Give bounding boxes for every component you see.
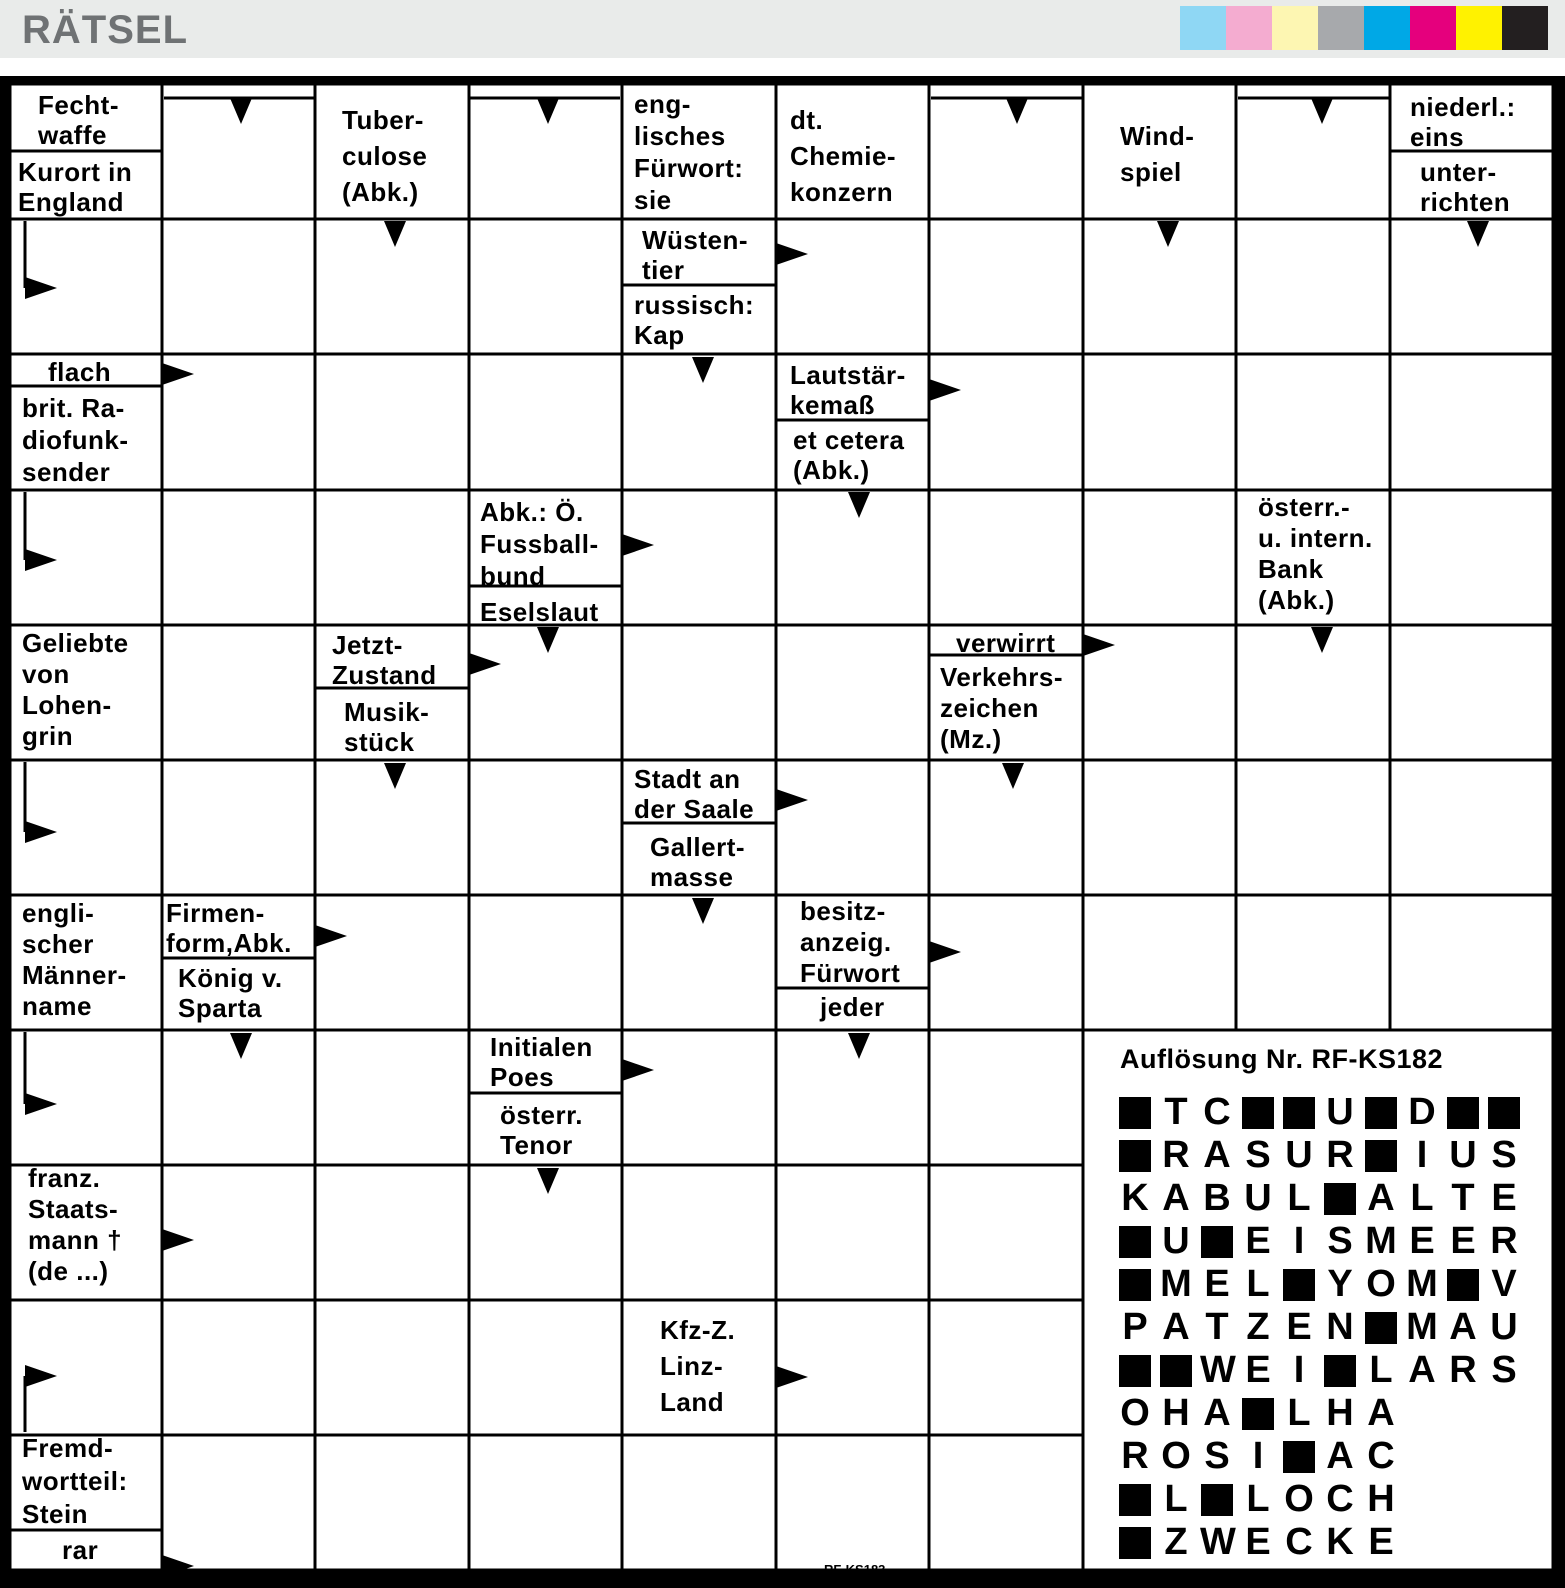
solution-letter: E [1245, 1521, 1271, 1563]
grid-cell[interactable] [1238, 897, 1389, 1029]
solution-letter: L [1369, 1349, 1393, 1391]
grid-cell[interactable] [1238, 356, 1389, 489]
grid-cell[interactable] [1238, 627, 1389, 759]
solution-block [1201, 1226, 1233, 1258]
solution-letter: H [1367, 1478, 1395, 1520]
grid-cell[interactable] [1085, 762, 1235, 894]
solution-letter: E [1286, 1306, 1312, 1348]
solution-letter: L [1287, 1177, 1311, 1219]
clue-text: verwirrt [956, 628, 1056, 658]
grid-cell[interactable] [1085, 356, 1235, 489]
clue-text: Fecht- waffe [38, 90, 119, 150]
color-swatch-strip [1180, 6, 1548, 50]
solution-block [1242, 1398, 1274, 1430]
solution-letter: M [1406, 1306, 1438, 1348]
solution-letter: V [1491, 1263, 1517, 1305]
solution-letter: T [1164, 1091, 1188, 1133]
clue-text: besitz- anzeig. Fürwort [800, 896, 901, 988]
solution-letter: C [1203, 1091, 1231, 1133]
solution-letter: R [1121, 1435, 1149, 1477]
clue-text: Stadt an der Saale [634, 764, 755, 824]
grid-cell[interactable] [778, 762, 928, 894]
solution-letter: Y [1327, 1263, 1353, 1305]
solution-letter: E [1204, 1263, 1230, 1305]
solution-letter: C [1367, 1435, 1395, 1477]
clue-text: rar [62, 1535, 99, 1565]
solution-letter: W [1200, 1521, 1236, 1563]
clue-text: österr. Tenor [500, 1100, 583, 1160]
solution-block [1119, 1097, 1151, 1129]
solution-block [1447, 1097, 1479, 1129]
clue-text: König v. Sparta [178, 963, 283, 1023]
grid-cell[interactable] [931, 897, 1082, 1029]
solution-block [1283, 1441, 1315, 1473]
grid-cell[interactable] [471, 762, 621, 894]
grid-cell[interactable] [12, 1302, 161, 1434]
grid-cell[interactable] [624, 1437, 775, 1569]
grid-cell[interactable] [778, 1302, 928, 1434]
clue-text: brit. Ra- diofunk- sender [22, 393, 129, 487]
solution-letter: C [1326, 1478, 1354, 1520]
solution-letter: O [1366, 1263, 1396, 1305]
solution-letter: O [1161, 1435, 1191, 1477]
grid-cell[interactable] [471, 221, 621, 353]
grid-cell[interactable] [164, 1167, 314, 1299]
grid-cell[interactable] [1392, 356, 1552, 489]
grid-cell[interactable] [931, 762, 1082, 894]
clue-text: Abk.: Ö. Fussball- bund [480, 497, 599, 591]
solution-letter: H [1162, 1392, 1190, 1434]
solution-letter: A [1326, 1435, 1354, 1477]
solution-letter: E [1368, 1521, 1394, 1563]
solution-block [1283, 1097, 1315, 1129]
grid-cell[interactable] [931, 1032, 1082, 1164]
solution-letter: R [1162, 1134, 1190, 1176]
clue-text: Geliebte von Lohen- grin [22, 628, 129, 751]
clue-text: Tuber- culose (Abk.) [342, 105, 428, 207]
grid-cell[interactable] [778, 1032, 928, 1164]
grid-cell[interactable] [164, 627, 314, 759]
solution-letter: E [1450, 1220, 1476, 1262]
grid-cell[interactable] [778, 1167, 928, 1299]
clue-text: unter- richten [1420, 157, 1511, 217]
grid-cell[interactable] [1392, 627, 1552, 759]
clue-text: Initialen Poes [490, 1032, 593, 1092]
clue-text: Kfz-Z. Linz- Land [660, 1315, 736, 1417]
grid-cell[interactable] [1238, 86, 1389, 218]
clue-text: et cetera (Abk.) [793, 425, 905, 485]
solution-letter: S [1491, 1349, 1517, 1391]
solution-letter: R [1449, 1349, 1477, 1391]
solution-letter: E [1409, 1220, 1435, 1262]
color-swatch [1226, 6, 1272, 50]
solution-block [1119, 1140, 1151, 1172]
solution-letter: S [1327, 1220, 1353, 1262]
solution-letter: H [1326, 1392, 1354, 1434]
solution-block [1201, 1484, 1233, 1516]
grid-cell[interactable] [931, 1437, 1082, 1569]
solution-block [1488, 1097, 1520, 1129]
solution-block [1119, 1355, 1151, 1387]
clue-text: Fremd- wortteil: Stein [22, 1433, 128, 1529]
grid-cell[interactable] [624, 356, 775, 489]
grid-cell[interactable] [931, 1167, 1082, 1299]
solution-letter: L [1287, 1392, 1311, 1434]
grid-cell[interactable] [624, 897, 775, 1029]
grid-cell[interactable] [778, 221, 928, 353]
solution-letter: L [1164, 1478, 1188, 1520]
solution-block [1447, 1269, 1479, 1301]
grid-cell[interactable] [317, 221, 468, 353]
solution-letter: M [1406, 1263, 1438, 1305]
solution-block [1119, 1527, 1151, 1559]
solution-letter: N [1326, 1306, 1354, 1348]
clue-text: niederl.: eins [1410, 92, 1516, 152]
color-swatch [1410, 6, 1456, 50]
solution-letter: T [1205, 1306, 1229, 1348]
solution-letter: U [1244, 1177, 1272, 1219]
solution-letter: L [1410, 1177, 1434, 1219]
solution-block [1324, 1355, 1356, 1387]
puzzle-code: RF-KS183 [824, 1562, 886, 1577]
grid-cell[interactable] [778, 492, 928, 624]
clue-text: russisch: Kap [634, 290, 755, 350]
clue-text: Eselslaut [480, 597, 599, 627]
solution-block [1160, 1355, 1192, 1387]
solution-letter: A [1367, 1392, 1395, 1434]
grid-cell[interactable] [1392, 492, 1552, 624]
color-swatch [1364, 6, 1410, 50]
solution-letter: A [1449, 1306, 1477, 1348]
grid-cell[interactable] [317, 1167, 468, 1299]
solution-letter: Z [1246, 1306, 1270, 1348]
color-swatch [1318, 6, 1364, 50]
solution-letter: U [1285, 1134, 1313, 1176]
grid-cell[interactable] [1238, 221, 1389, 353]
solution-letter: U [1449, 1134, 1477, 1176]
solution-letter: S [1245, 1134, 1271, 1176]
clue-text: Verkehrs- zeichen (Mz.) [940, 662, 1064, 754]
solution-letter: I [1293, 1349, 1305, 1391]
solution-letter: T [1451, 1177, 1475, 1219]
solution-letter: B [1203, 1177, 1231, 1219]
solution-letter: U [1326, 1091, 1354, 1133]
solution-letter: R [1490, 1220, 1518, 1262]
clue-text: Gallert- masse [650, 832, 746, 892]
clue-text: franz. Staats- mann † (de ...) [28, 1163, 123, 1286]
solution-letter: I [1293, 1220, 1305, 1262]
color-swatch [1272, 6, 1318, 50]
grid-cell[interactable] [931, 492, 1082, 624]
grid-cell[interactable] [471, 897, 621, 1029]
clue-text: Musik- stück [344, 697, 430, 757]
solution-block [1119, 1269, 1151, 1301]
solution-letter: A [1162, 1177, 1190, 1219]
grid-cell[interactable] [164, 762, 314, 894]
solution-letter: P [1122, 1306, 1148, 1348]
solution-letter: E [1245, 1349, 1271, 1391]
solution-letter: D [1408, 1091, 1436, 1133]
clue-text: Wind- spiel [1120, 121, 1195, 187]
solution-letter: O [1284, 1478, 1314, 1520]
clue-text: Lautstär- kemaß [790, 360, 906, 420]
color-swatch [1180, 6, 1226, 50]
color-swatch [1456, 6, 1502, 50]
grid-cell[interactable] [317, 897, 468, 1029]
clue-text: Wüsten- tier [642, 225, 749, 285]
clue-text: österr.- u. intern. Bank (Abk.) [1258, 492, 1373, 615]
grid-cell[interactable] [317, 1302, 468, 1434]
solution-letter: L [1246, 1478, 1270, 1520]
solution-letter: M [1160, 1263, 1192, 1305]
solution-letter: O [1120, 1392, 1150, 1434]
grid-cell[interactable] [164, 492, 314, 624]
solution-letter: A [1367, 1177, 1395, 1219]
solution-block [1119, 1226, 1151, 1258]
clue-text: flach [48, 357, 112, 387]
grid-cell[interactable] [1085, 221, 1235, 353]
clue-text: engli- scher Männer- name [22, 898, 127, 1021]
grid-cell[interactable] [624, 492, 775, 624]
grid-cell[interactable] [317, 1032, 468, 1164]
solution-letter: I [1416, 1134, 1428, 1176]
grid-cell[interactable] [931, 356, 1082, 489]
solution-letter: A [1408, 1349, 1436, 1391]
solution-letter: K [1121, 1177, 1149, 1219]
header-bar [0, 0, 1565, 58]
solution-letter: Z [1164, 1521, 1188, 1563]
solution-block [1242, 1097, 1274, 1129]
solution-letter: A [1203, 1392, 1231, 1434]
grid-cell[interactable] [164, 1437, 314, 1569]
solution-block [1365, 1312, 1397, 1344]
solution-area [1085, 1032, 1552, 1569]
grid-cell[interactable] [778, 627, 928, 759]
grid-cell[interactable] [624, 1167, 775, 1299]
solution-block [1365, 1140, 1397, 1172]
grid-cell[interactable] [931, 1302, 1082, 1434]
grid-cell[interactable] [624, 1032, 775, 1164]
clue-text: Jetzt- Zustand [332, 630, 437, 690]
grid-cell[interactable] [1238, 762, 1389, 894]
grid-cell[interactable] [471, 1302, 621, 1434]
grid-cell[interactable] [778, 1437, 928, 1569]
grid-cell[interactable] [624, 627, 775, 759]
solution-letter: U [1162, 1220, 1190, 1262]
grid-cell[interactable] [1085, 897, 1235, 1029]
grid-cell[interactable] [931, 86, 1082, 218]
solution-block [1119, 1484, 1151, 1516]
clue-text: Kurort in England [18, 157, 133, 217]
solution-letter: I [1252, 1435, 1264, 1477]
solution-title: Auflösung Nr. RF-KS182 [1120, 1044, 1444, 1074]
solution-letter: S [1491, 1134, 1517, 1176]
solution-letter: M [1365, 1220, 1397, 1262]
solution-letter: R [1326, 1134, 1354, 1176]
grid-cell[interactable] [317, 1437, 468, 1569]
clue-text: Firmen- form,Abk. [166, 898, 292, 958]
grid-cell[interactable] [317, 492, 468, 624]
grid-cell[interactable] [931, 221, 1082, 353]
solution-letter: C [1285, 1521, 1313, 1563]
solution-letter: L [1246, 1263, 1270, 1305]
solution-letter: K [1326, 1521, 1354, 1563]
grid-cell[interactable] [164, 1302, 314, 1434]
grid-cell[interactable] [1392, 762, 1552, 894]
solution-letter: S [1204, 1435, 1230, 1477]
grid-cell[interactable] [1392, 221, 1552, 353]
solution-block [1283, 1269, 1315, 1301]
solution-block [1324, 1183, 1356, 1215]
solution-letter: A [1162, 1306, 1190, 1348]
solution-letter: A [1203, 1134, 1231, 1176]
grid-cell[interactable] [317, 356, 468, 489]
solution-letter: W [1200, 1349, 1236, 1391]
grid-cell[interactable] [164, 221, 314, 353]
grid-cell[interactable] [471, 356, 621, 489]
page-title: RÄTSEL [22, 8, 188, 52]
grid-cell[interactable] [1085, 492, 1235, 624]
grid-cell[interactable] [471, 1437, 621, 1569]
solution-letter: E [1491, 1177, 1517, 1219]
solution-letter: U [1490, 1306, 1518, 1348]
clue-text: jeder [820, 992, 885, 1022]
solution-block [1365, 1097, 1397, 1129]
solution-letter: E [1245, 1220, 1271, 1262]
grid-cell[interactable] [1392, 897, 1552, 1029]
clue-text: eng- lisches Fürwort: sie [634, 89, 744, 215]
color-swatch [1502, 6, 1548, 50]
clue-text: dt. Chemie- konzern [790, 105, 897, 207]
